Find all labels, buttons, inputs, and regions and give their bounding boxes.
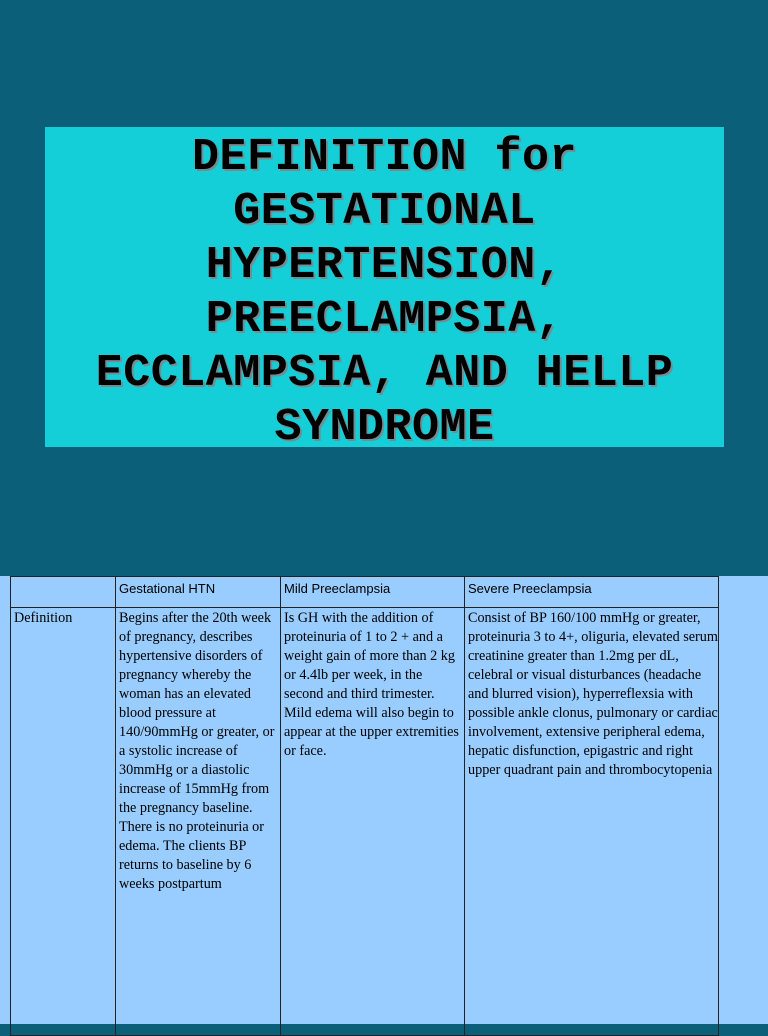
cell-mild-preeclampsia: Is GH with the addition of proteinuria of 1 to 2 + and a weight gain of more than 2 kg or 4.4lb per week, in the second and third trimester. Mild edema will also begin to appear at the upper extremities or face.: [281, 608, 465, 1036]
title-line: GESTATIONAL: [233, 186, 536, 237]
row-label-definition: Definition: [11, 608, 116, 1036]
header-cell-severe-preeclampsia: Severe Preeclampsia: [465, 577, 719, 608]
cell-gestational-htn: Begins after the 20th week of pregnancy, describes hypertensive disorders of pregnancy whereby the woman has an elevated blood pressure at 140/90mmHg or greater, or a systolic increase of 30mmHg or a diastolic increase of 15mmHg from the pregnancy baseline. There is no proteinuria or edema. The clients BP returns to baseline by 6 weeks postpartum: [116, 608, 281, 1036]
title-line: PREECLAMPSIA,: [205, 294, 564, 345]
table-row: [11, 608, 719, 1036]
header-cell-mild-preeclampsia: Mild Preeclampsia: [281, 577, 465, 608]
table-header-row: [11, 577, 719, 608]
header-cell-gestational-htn: Gestational HTN: [116, 577, 281, 608]
title-line: HYPERTENSION,: [205, 240, 564, 291]
title-box: [45, 127, 724, 453]
title-line: SYNDROME: [274, 402, 495, 453]
header-cell-empty: [11, 577, 116, 608]
slide-title: [45, 127, 724, 455]
table-area: [0, 576, 768, 1024]
title-line: ECCLAMPSIA, AND HELLP: [95, 348, 674, 399]
cell-severe-preeclampsia: Consist of BP 160/100 mmHg or greater, proteinuria 3 to 4+, oliguria, elevated serum creatinine greater than 1.2mg per dL, celebral or visual disturbances (headache and blurred vision), hyperreflexsia with possible ankle clonus, pulmonary or cardiac involvement, extensive peripheral edema, hepatic disfunction, epigastric and right upper quadrant pain and thrombocytopenia: [465, 608, 719, 1036]
definition-table: [10, 576, 719, 1036]
title-line: DEFINITION for: [191, 132, 578, 183]
